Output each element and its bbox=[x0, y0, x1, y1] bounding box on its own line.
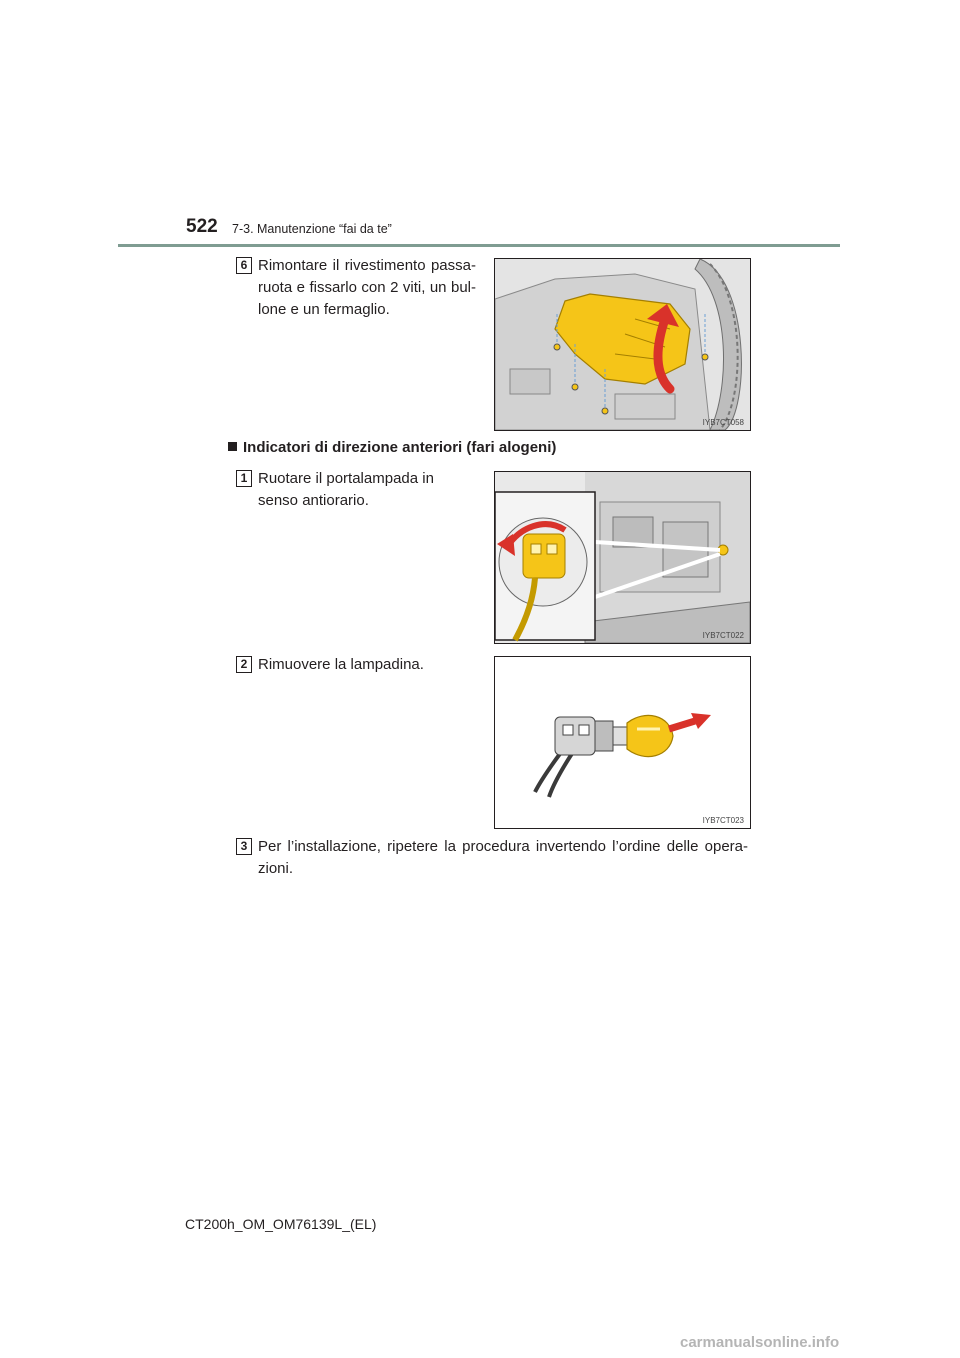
page-number: 522 bbox=[186, 216, 218, 237]
header-rule bbox=[118, 244, 840, 247]
figure-code: IYB7CT023 bbox=[702, 816, 744, 825]
figure-bulb-remove bbox=[494, 656, 751, 829]
step-6-text: Rimontare il rivestimento passa-ruota e fissarlo con 2 viti, un bul-lone e un fermaglio. bbox=[258, 257, 476, 318]
figure-bulb-socket-rotate bbox=[494, 471, 751, 644]
step-number-6: 6 bbox=[236, 257, 252, 274]
figure-code: IYB7CT058 bbox=[702, 418, 744, 427]
watermark: carmanualsonline.info bbox=[680, 1334, 840, 1351]
step-number-3: 3 bbox=[236, 838, 252, 855]
step-number-1: 1 bbox=[236, 470, 252, 487]
section-heading bbox=[228, 439, 556, 456]
figure-code: IYB7CT022 bbox=[702, 631, 744, 640]
figure-wheel-liner bbox=[494, 258, 751, 431]
step-number-2: 2 bbox=[236, 656, 252, 673]
bullet-square-icon bbox=[228, 442, 237, 451]
document-code: CT200h_OM_OM76139L_(EL) bbox=[185, 1216, 377, 1232]
chapter-title: 7-3. Manutenzione “fai da te” bbox=[232, 222, 392, 236]
step-1-text: Ruotare il portalampada in senso antiorario. bbox=[258, 470, 434, 509]
section-heading-text: Indicatori di direzione anteriori (fari alogeni) bbox=[243, 439, 557, 456]
step-3-text: Per l’installazione, ripetere la procedura invertendo l’ordine delle opera-zioni. bbox=[258, 838, 748, 877]
step-2-text: Rimuovere la lampadina. bbox=[258, 656, 424, 673]
